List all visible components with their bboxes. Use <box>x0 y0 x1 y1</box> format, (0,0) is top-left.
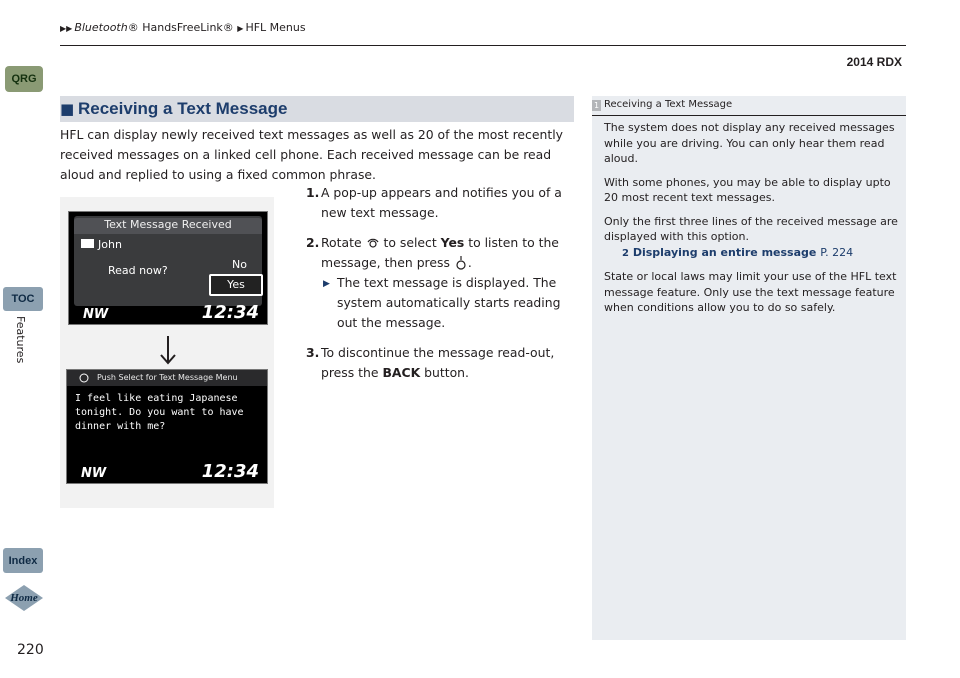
selector-knob-icon <box>79 373 89 383</box>
page-number: 220 <box>17 642 44 658</box>
yes-label: Yes <box>440 235 465 250</box>
sender-name: John <box>98 238 122 251</box>
model-name: 2014 RDX <box>846 55 902 69</box>
compass-heading: NW <box>81 466 107 481</box>
breadcrumb-hfl-menus[interactable]: HFL Menus <box>245 21 306 34</box>
sender <box>81 238 122 251</box>
popup-title: Text Message Received <box>74 218 262 234</box>
status-bar <box>69 304 267 324</box>
step-text-mid: to select <box>383 235 437 250</box>
sidebar-title: Receiving a Text Message <box>604 99 733 110</box>
step-number: 3. <box>306 345 320 360</box>
message-screen <box>66 369 268 484</box>
option-yes: Yes <box>209 274 263 296</box>
sidebar-body <box>604 120 898 324</box>
header-divider <box>60 45 906 46</box>
note-paragraph: State or local laws may limit your use of the HFL text message feature. Only use the text message feature when conditions allow you to do so safely. <box>604 270 897 314</box>
text-message-popup <box>74 216 262 306</box>
home-label: Home <box>10 592 38 604</box>
breadcrumb-arrow-icon: ▶▶ <box>60 24 73 33</box>
option-no: No <box>232 258 247 271</box>
step-text: A pop-up appears and notifies you of a new text message. <box>321 185 562 220</box>
note-paragraph: With some phones, you may be able to display upto 20 most recent text messages. <box>604 175 891 204</box>
step-text-pre: To discontinue the message read-out, press the <box>321 345 555 380</box>
cross-reference-link[interactable] <box>604 245 898 262</box>
result-arrow-icon: ▶ <box>323 279 330 289</box>
result-text: The text message is displayed. The system automatically starts reading out the message. <box>337 275 561 330</box>
sidebar-header <box>592 96 906 116</box>
clock: 12:34 <box>201 461 259 482</box>
screen-illustration <box>60 197 274 508</box>
arrow-down-icon <box>158 335 178 365</box>
section-title: Receiving a Text Message <box>78 99 288 118</box>
section-side-label: Features <box>14 316 27 364</box>
step-1 <box>306 183 576 223</box>
step-2 <box>306 233 576 333</box>
step-number: 1. <box>306 185 320 200</box>
xref-page: P. 224 <box>820 245 854 259</box>
note-text: Only the first three lines of the received message are displayed with this option. <box>604 214 898 243</box>
home-tab[interactable] <box>4 584 44 612</box>
breadcrumb-arrow-icon: ▶ <box>237 24 244 33</box>
qrg-tab[interactable]: QRG <box>5 66 43 92</box>
rotate-knob-icon <box>366 236 380 250</box>
note-icon: 1 <box>593 101 600 110</box>
breadcrumb-bluetooth[interactable]: Bluetooth <box>74 21 128 34</box>
step-text-end: . <box>467 255 472 270</box>
status-bar <box>67 463 267 483</box>
section-marker-icon: ■ <box>60 100 75 118</box>
step-2-result <box>321 273 576 333</box>
note-paragraph <box>604 214 898 262</box>
intro-paragraph: HFL can display newly received text messages as well as 20 of the most recently received messages on a linked cell phone. Each received message can be read aloud and replied to using a fixed common phrase. <box>60 127 563 182</box>
note-paragraph: The system does not display any received messages while you are driving. You can only hear them read aloud. <box>604 121 895 165</box>
envelope-icon <box>81 239 94 248</box>
step-text-post: button. <box>424 365 469 380</box>
breadcrumb <box>60 21 306 34</box>
instruction-steps <box>306 183 576 393</box>
step-text-post: to listen to the message, then press <box>321 235 559 270</box>
xref-text: Displaying an entire message <box>632 245 817 259</box>
index-tab[interactable]: Index <box>3 548 43 573</box>
toc-tab[interactable]: TOC <box>3 287 43 311</box>
back-label: BACK <box>382 365 421 380</box>
xref-icon: 2 <box>622 247 629 259</box>
clock: 12:34 <box>201 302 259 323</box>
compass-heading: NW <box>83 307 109 322</box>
message-menu-bar <box>67 370 267 386</box>
message-body: I feel like eating Japanese tonight. Do you want to have dinner with me? <box>75 393 244 432</box>
section-heading <box>60 96 574 122</box>
step-number: 2. <box>306 235 320 250</box>
message-menu-hint: Push Select for Text Message Menu <box>97 373 238 382</box>
press-knob-icon <box>454 256 468 270</box>
step-text-pre: Rotate <box>321 235 362 250</box>
popup-screen <box>68 211 268 325</box>
step-3 <box>306 343 576 383</box>
read-now-prompt: Read now? <box>108 264 168 277</box>
breadcrumb-hfl[interactable]: ® HandsFreeLink® <box>127 21 234 34</box>
sidebar-note <box>592 96 906 640</box>
